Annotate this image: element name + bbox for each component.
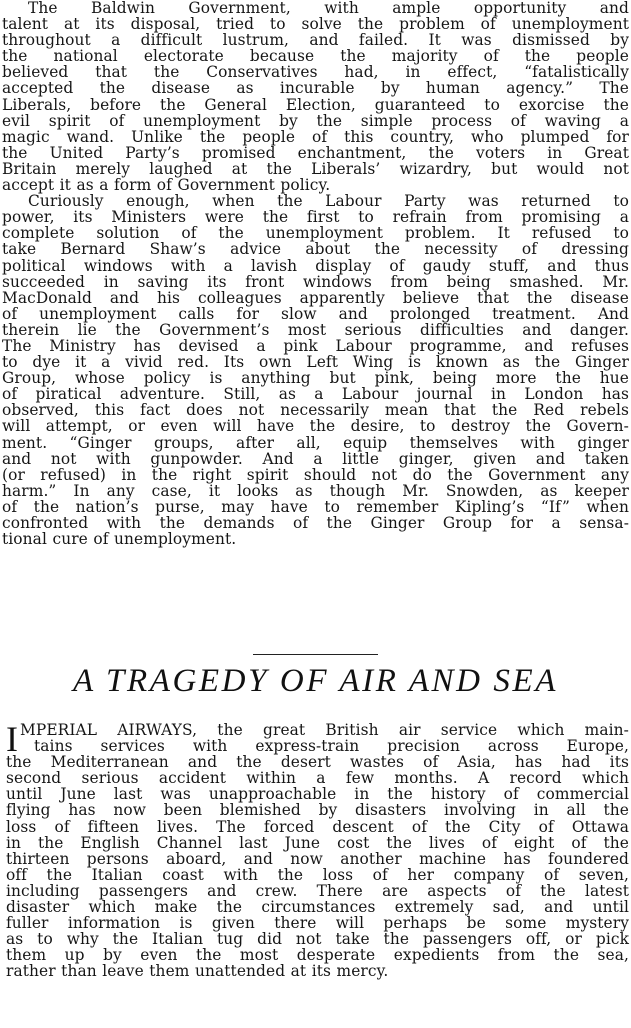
text-line: accept it as a form of Government policy. xyxy=(2,176,331,195)
text-line: tains services with express-train precision across Europe, xyxy=(34,737,629,756)
text-line: disaster which make the circumstances extremely sad, and until xyxy=(6,898,629,917)
text-line: of the nation’s purse, may have to remember Kipling’s “If” when xyxy=(2,497,629,516)
text-line: throughout a difficult lustrum, and failed. It was dismissed by xyxy=(2,31,629,50)
text-line: of piratical adventure. Still, as a Labour journal in London has xyxy=(2,385,629,404)
text-line: The Baldwin Government, with ample opportunity and xyxy=(28,0,629,17)
text-line: The Ministry has devised a pink Labour programme, and refuses xyxy=(2,336,629,355)
text-line: therein lie the Government’s most serious difficulties and danger. xyxy=(2,320,629,339)
text-line: thirteen persons aboard, and now another machine has foundered xyxy=(6,849,629,868)
text-line: take Bernard Shaw’s advice about the necessity of dressing xyxy=(2,240,629,259)
section-divider xyxy=(253,654,378,655)
text-line: evil spirit of unemployment by the simple process of waving a xyxy=(2,111,629,130)
article-heading: A TRAGEDY OF AIR AND SEA xyxy=(73,663,558,699)
text-line: confronted with the demands of the Ginger Group for a sensa- xyxy=(2,514,629,532)
text-line: rather than leave them unattended at its mercy. xyxy=(6,962,389,981)
text-line: (or refused) in the right spirit should not do the Government any xyxy=(2,465,629,484)
drop-cap: I xyxy=(6,719,18,759)
text-line: talent at its disposal, tried to solve the problem of unemployment xyxy=(2,15,629,34)
text-line: tional cure of unemployment. xyxy=(2,530,237,549)
text-line: the Mediterranean and the desert wastes of Asia, has had its xyxy=(6,753,629,772)
text-line: Group, whose policy is anything but pink, being more the hue xyxy=(2,369,629,388)
text-line: the national electorate because the majority of the people xyxy=(2,47,629,66)
text-line: power, its Ministers were the first to refrain from promising a xyxy=(2,208,629,227)
text-line: as to why the Italian tug did not take the passengers off, or pick xyxy=(6,930,629,949)
text-line: ment. “Ginger groups, after all, equip themselves with ginger xyxy=(2,433,629,452)
text-line: Britain merely laughed at the Liberals’ wizardry, but would not xyxy=(2,159,629,178)
text-line: Liberals, before the General Election, guaranteed to exorcise the xyxy=(2,95,629,114)
text-line: flying has now been blemished by disasters involving in all the xyxy=(6,801,629,820)
text-line: Curiously enough, when the Labour Party was returned to xyxy=(28,192,629,211)
text-line: harm.” In any case, it looks as though Mr. Snowden, as keeper xyxy=(2,481,629,500)
text-line: and not with gunpowder. And a little ginger, given and taken xyxy=(2,449,629,468)
text-line: accepted the disease as incurable by human agency.” The xyxy=(2,79,629,98)
article-air-sea-tragedy xyxy=(6,719,629,981)
text-line: magic wand. Unlike the people of this country, who plumped for xyxy=(2,127,629,146)
paragraph-3 xyxy=(6,719,629,981)
text-line: including passengers and crew. There are aspects of the latest xyxy=(6,881,629,900)
paragraph-2 xyxy=(2,193,629,547)
text-line: observed, this fact does not necessarily mean that the Red rebels xyxy=(2,401,629,420)
text-line: fuller information is given there will perhaps be some mystery xyxy=(6,914,629,933)
text-line: until June last was unapproachable in the history of commercial xyxy=(6,785,629,804)
text-line: complete solution of the unemployment problem. It refused to xyxy=(2,224,629,243)
text-line: the United Party’s promised enchantment, the voters in Great xyxy=(2,143,629,162)
text-line: second serious accident within a few months. A record which xyxy=(6,769,629,788)
article-baldwin-unemployment xyxy=(2,0,629,547)
text-line: MPERIAL AIRWAYS, the great British air service which main- xyxy=(20,721,629,739)
text-line: in the English Channel last June cost the lives of eight of the xyxy=(6,833,629,852)
text-line: them up by even the most desperate expedients from the sea, xyxy=(6,946,629,965)
text-line: MacDonald and his colleagues apparently believe that the disease xyxy=(2,288,629,307)
text-line: believed that the Conservatives had, in effect, “fatalistically xyxy=(2,63,629,82)
text-line: off the Italian coast with the loss of her company of seven, xyxy=(6,865,629,884)
text-line: succeeded in saving its front windows from being smashed. Mr. xyxy=(2,272,629,291)
text-line: to dye it a vivid red. Its own Left Wing is known as the Ginger xyxy=(2,353,629,372)
text-line: loss of fifteen lives. The forced descent of the City of Ottawa xyxy=(6,817,629,836)
text-line: political windows with a lavish display of gaudy stuff, and thus xyxy=(2,256,629,275)
text-line: will attempt, or even will have the desire, to destroy the Govern- xyxy=(2,417,629,436)
text-line: of unemployment calls for slow and prolonged treatment. And xyxy=(2,304,629,323)
paragraph-1 xyxy=(2,0,629,193)
